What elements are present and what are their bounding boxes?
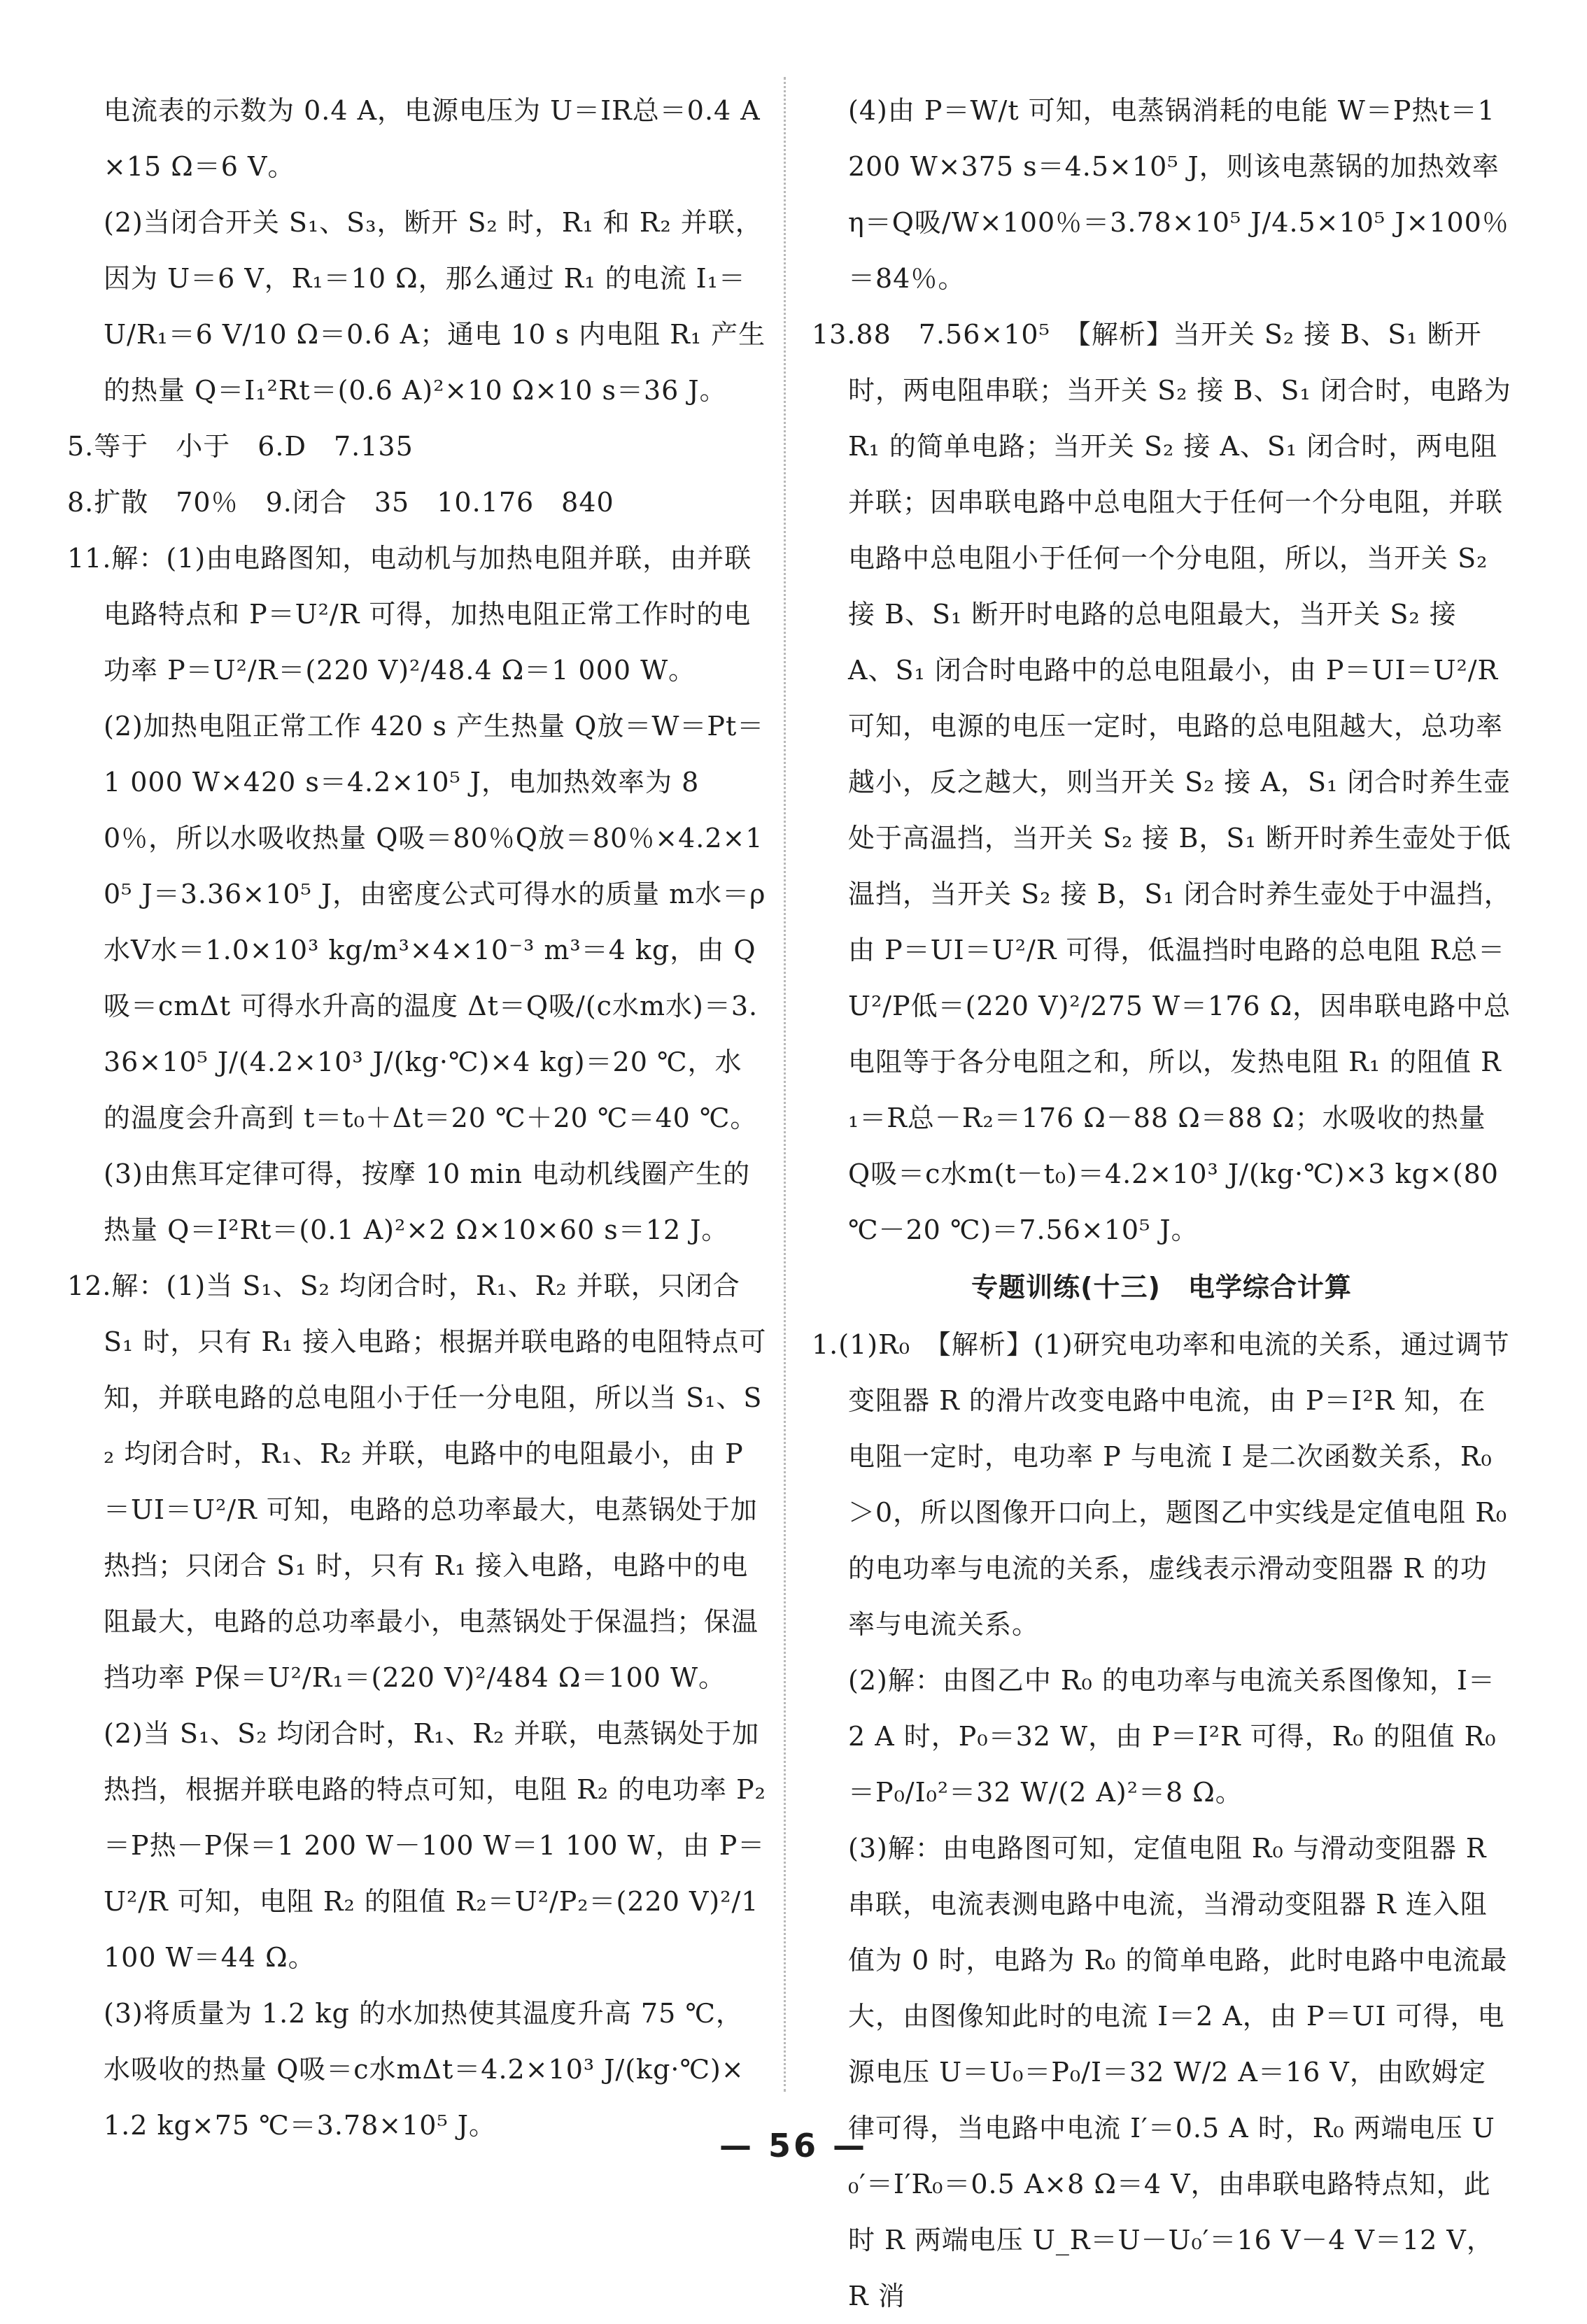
page-number: — 56 — <box>719 2127 868 2164</box>
answer-paragraph: (3)将质量为 1.2 kg 的水加热使其温度升高 75 ℃，水吸收的热量 Q吸＝c水mΔt＝4.2×10³ J/(kg·℃)×1.2 kg×75 ℃＝3.78×10⁵ J。 <box>104 1998 745 2141</box>
answer-paragraph: (3)由焦耳定律可得，按摩 10 min 电动机线圈产生的热量 Q＝I²Rt＝(0.1 A)²×2 Ω×10×60 s＝12 J。 <box>104 1159 751 1245</box>
section-title: 专题训练(十三) 电学综合计算 <box>971 1272 1352 1303</box>
answer-paragraph: (4)由 P＝W/t 可知，电蒸锅消耗的电能 W＝P热t＝1 200 W×375 s＝4.5×10⁵ J，则该电蒸锅的加热效率 η＝Q吸/W×100％＝3.78×10⁵ J/4.5×10⁵ J×100％＝84％。 <box>848 95 1509 294</box>
column-divider <box>784 77 786 2092</box>
answer-paragraph: 13.88 7.56×10⁵ 【解析】当开关 S₂ 接 B、S₁ 断开时，两电阻串联；当开关 S₂ 接 B、S₁ 闭合时，电路为 R₁ 的简单电路；当开关 S₂ 接 A、S₁ 闭合时，两电阻并联；因串联电路中总电阻大于任何一个分电阻，并联电路中总电阻小于任何一个分电阻，所以，当开关 S₂ 接 B、S₁ 断开时电路的总电阻最大，当开关 S₂ 接 A、S₁ 闭合时电路中的总电阻最小，由 P＝UI＝U²/R 可知，电源的电压一定时，电路的总电阻越大，总功率越小，反之越大，则当开关 S₂ 接 A，S₁ 闭合时养生壶处于高温挡，当开关 S₂ 接 B，S₁ 断开时养生壶处于低温挡，当开关 S₂ 接 B，S₁ 闭合时养生壶处于中温挡，由 P＝UI＝U²/R 可得，低温挡时电路的总电阻 R总＝U²/P低＝(220 V)²/275 W＝176 Ω，因串联电路中总电阻等于各分电阻之和，所以，发热电阻 R₁ 的阻值 R₁＝R总－R₂＝176 Ω－88 Ω＝88 Ω；水吸收的热量 Q吸＝c水m(t－t₀)＝4.2×10³ J/(kg·℃)×3 kg×(80 ℃－20 ℃)＝7.56×10⁵ J。 <box>812 319 1511 1245</box>
answer-paragraph: 电流表的示数为 0.4 A，电源电压为 U＝IR总＝0.4 A×15 Ω＝6 V。 <box>104 95 761 182</box>
answer-paragraph: 1.(1)R₀ 【解析】(1)研究电功率和电流的关系，通过调节变阻器 R 的滑片改变电路中电流，由 P＝I²R 知，在电阻一定时，电功率 P 与电流 I 是二次函数关系，R₀＞0，所以图像开口向上，题图乙中实线是定值电阻 R₀ 的电功率与电流的关系，虚线表示滑动变阻器 R 的功率与电流关系。 <box>812 1329 1510 1640</box>
left-column <box>67 83 767 2153</box>
answer-paragraph: 11.解：(1)由电路图知，电动机与加热电阻并联，由并联电路特点和 P＝U²/R 可得，加热电阻正常工作时的电功率 P＝U²/R＝(220 V)²/48.4 Ω＝1 000 W。 <box>67 543 752 686</box>
answer-paragraph: (2)当闭合开关 S₁、S₃，断开 S₂ 时，R₁ 和 R₂ 并联，因为 U＝6 V，R₁＝10 Ω，那么通过 R₁ 的电流 I₁＝U/R₁＝6 V/10 Ω＝0.6 A；通电 10 s 内电阻 R₁ 产生的热量 Q＝I₁²Rt＝(0.6 A)²×10 Ω×10 s＝36 J。 <box>104 207 766 406</box>
answer-paragraph: 8.扩散 70％ 9.闭合 35 10.176 840 <box>67 487 614 518</box>
answer-paragraph: 12.解：(1)当 S₁、S₂ 均闭合时，R₁、R₂ 并联，只闭合 S₁ 时，只有 R₁ 接入电路；根据并联电路的电阻特点可知，并联电路的总电阻小于任一分电阻，所以当 S₁、S₂ 均闭合时，R₁、R₂ 并联，电路中的电阻最小，由 P＝UI＝U²/R 可知，电路的总功率最大，电蒸锅处于加热挡；只闭合 S₁ 时，只有 R₁ 接入电路，电路中的电阻最大，电路的总功率最小，电蒸锅处于保温挡；保温挡功率 P保＝U²/R₁＝(220 V)²/484 Ω＝100 W。 <box>67 1270 767 1693</box>
answer-paragraph: (2)当 S₁、S₂ 均闭合时，R₁、R₂ 并联，电蒸锅处于加热挡，根据并联电路的特点可知，电阻 R₂ 的电功率 P₂＝P热－P保＝1 200 W－100 W＝1 100 W，由 P＝U²/R 可知，电阻 R₂ 的阻值 R₂＝U²/P₂＝(220 V)²/1 100 W＝44 Ω。 <box>104 1718 766 1973</box>
answer-paragraph: 5.等于 小于 6.D 7.135 <box>67 431 414 462</box>
right-column <box>812 83 1511 2324</box>
answer-paragraph: (2)加热电阻正常工作 420 s 产生热量 Q放＝W＝Pt＝1 000 W×420 s＝4.2×10⁵ J，电加热效率为 80％，所以水吸收热量 Q吸＝80％Q放＝80％×4.2×10⁵ J＝3.36×10⁵ J，由密度公式可得水的质量 m水＝ρ水V水＝1.0×10³ kg/m³×4×10⁻³ m³＝4 kg，由 Q吸＝cmΔt 可得水升高的温度 Δt＝Q吸/(c水m水)＝3.36×10⁵ J/(4.2×10³ J/(kg·℃)×4 kg)＝20 ℃，水的温度会升高到 t＝t₀＋Δt＝20 ℃＋20 ℃＝40 ℃。 <box>104 711 766 1133</box>
answer-paragraph: (2)解：由图乙中 R₀ 的电功率与电流关系图像知，I＝2 A 时，P₀＝32 W，由 P＝I²R 可得，R₀ 的阻值 R₀＝P₀/I₀²＝32 W/(2 A)²＝8 Ω。 <box>848 1665 1497 1808</box>
answer-paragraph: (3)解：由电路图可知，定值电阻 R₀ 与滑动变阻器 R 串联，电流表测电路中电流，当滑动变阻器 R 连入阻值为 0 时，电路为 R₀ 的简单电路，此时电路中电流最大，由图像知此时的电流 I＝2 A，由 P＝UI 可得，电源电压 U＝U₀＝P₀/I＝32 W/2 A＝16 V，由欧姆定律可得，当电路中电流 I′＝0.5 A 时，R₀ 两端电压 U₀′＝I′R₀＝0.5 A×8 Ω＝4 V，由串联电路特点知，此时 R 两端电压 U_R＝U－U₀′＝16 V－4 V＝12 V，R 消 <box>848 1833 1508 2311</box>
